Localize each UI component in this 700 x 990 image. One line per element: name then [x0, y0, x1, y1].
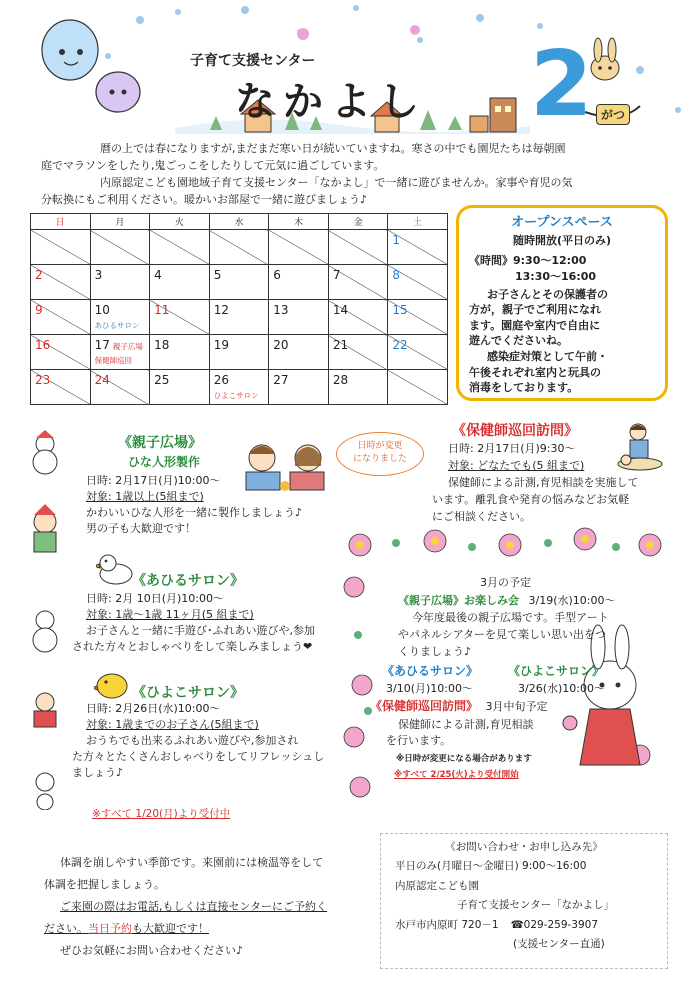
weekday-header: 火: [150, 214, 210, 230]
calendar-day-number: 5: [213, 268, 222, 282]
bubble-line: 日時が変更: [357, 441, 403, 451]
march-note-change: ※日時が変更になる場合があります: [396, 754, 532, 764]
calendar-day-number: 3: [94, 268, 103, 282]
health-line: ご来園の際はお電話,もしくは直接センターにご予約く: [60, 900, 328, 913]
calendar-day-number: 15: [392, 303, 408, 317]
snowman-illustrations: [20, 430, 70, 810]
weekday-header: 水: [209, 214, 269, 230]
march-note-reception: ※すべて 2/25(火)より受付開始: [394, 770, 519, 780]
open-space-body-line: ます。園庭や室内で自由に: [469, 318, 601, 332]
inquiry-hours: 平日のみ(月曜日～金曜日) 9:00～16:00: [395, 860, 587, 873]
calendar-day-cell: [90, 265, 150, 300]
calendar-week-row: [31, 370, 448, 405]
march-oyako-body-line: 今年度最後の親子広場です。手型アート: [412, 611, 609, 624]
calendar-day-cell: [209, 300, 269, 335]
ahiru-title: 《あひるサロン》: [132, 573, 244, 589]
calendar-day-number: 12: [213, 303, 229, 317]
calendar-day-cell: [209, 370, 269, 405]
calendar-day-number: 14: [332, 303, 349, 317]
calendar-event-label: 親子広場: [112, 342, 143, 351]
calendar-day-cell: [388, 265, 448, 300]
hiyoko-body-line: おうちでも出来るふれあい遊びや,参加され: [86, 734, 299, 747]
header: [0, 0, 700, 140]
duck-illustration: [96, 552, 134, 586]
health-line: ださい。: [44, 922, 88, 935]
ahiru-target: 対象: 1歳～1歳 11ヶ月(5 組まで): [86, 608, 254, 621]
calendar-day-number: 13: [273, 303, 289, 317]
calendar-day-cell: [328, 335, 388, 370]
march-hiyoko-date: 3/26(水)10:00～: [518, 682, 605, 695]
intro-line: 庭でマラソンをしたり,鬼ごっこをしたりして元気に過ごしています。: [41, 159, 385, 173]
calendar-day-number: 22: [392, 338, 408, 352]
intro-text: [30, 140, 670, 208]
calendar-day-cell: [150, 230, 210, 265]
calendar: [30, 213, 448, 405]
page-title: なかよし: [235, 79, 427, 125]
open-space-time-afternoon: 13:30～16:00: [515, 269, 597, 283]
calendar-day-number: 10: [94, 303, 110, 317]
march-hokenshi-body-line: を行います。: [386, 734, 452, 747]
open-space-body-line: 消毒をしております。: [469, 381, 579, 395]
calendar-day-cell: [31, 370, 91, 405]
march-hokenshi-label: 《保健師巡回訪問》: [370, 699, 479, 713]
calendar-day-cell: [90, 335, 150, 370]
weekday-header: 月: [90, 214, 150, 230]
calendar-day-cell: [269, 370, 329, 405]
calendar-day-number: 4: [154, 268, 162, 282]
month-number: 2: [530, 32, 593, 137]
calendar-day-cell: [150, 265, 210, 300]
calendar-day-number: 23: [35, 373, 51, 387]
calendar-day-cell: [90, 230, 150, 265]
oyako-target: 対象: 1歳以上(5組まで): [86, 490, 204, 503]
march-ahiru-label: 《あひるサロン》: [382, 664, 479, 678]
open-space-box: [456, 205, 668, 401]
oyako-subtitle: ひな人形製作: [128, 455, 201, 469]
calendar-day-cell: [150, 300, 210, 335]
oyako-body-line: かわいいひな人形を一緒に製作しましょう♪: [86, 506, 303, 519]
calendar-day-number: 21: [332, 338, 349, 352]
calendar-day-cell: [31, 230, 91, 265]
oyako-date: 日時: 2月17日(月)10:00～: [86, 474, 221, 487]
calendar-day-cell: [328, 265, 388, 300]
calendar-day-cell: [90, 300, 150, 335]
health-welcome: も大歓迎です！: [132, 922, 209, 935]
header-subtitle: 子育て支援センター: [190, 53, 316, 69]
calendar-day-cell: [388, 300, 448, 335]
calendar-day-number: 26: [213, 373, 229, 387]
calendar-day-number: 16: [35, 338, 51, 352]
calendar-day-cell: [209, 230, 269, 265]
open-space-subtitle: 随時開放(平日のみ): [512, 233, 612, 247]
calendar-body: [31, 230, 448, 405]
inquiry-box: [380, 833, 668, 969]
hokenshi-body-line: にご相談ください。: [432, 510, 531, 523]
inquiry-address: 水戸市内原町 720－1: [395, 918, 499, 931]
calendar-week-row: [31, 335, 448, 370]
intro-line: 内原認定こども園地域子育て支援センター「なかよし」で一緒に遊びませんか。家事や育児の気: [100, 176, 573, 190]
calendar-day-number: 6: [273, 268, 281, 282]
calendar-day-cell: [150, 370, 210, 405]
open-space-body-line: 午後それぞれ室内と玩具の: [469, 365, 601, 379]
open-space-body-line: 遊んでくださいね。: [469, 334, 568, 348]
calendar-week-row: [31, 265, 448, 300]
weekday-header: 日: [31, 214, 91, 230]
calendar-day-cell: [328, 370, 388, 405]
hiyoko-target: 対象: 1歳までのお子さん(5組まで): [86, 718, 259, 731]
calendar-day-cell: [31, 335, 91, 370]
schedule-change-bubble: [336, 432, 424, 476]
march-hokenshi-date: 3月中旬予定: [485, 700, 548, 713]
calendar-day-number: 7: [332, 268, 341, 282]
hiyoko-title: 《ひよこサロン》: [132, 685, 244, 701]
calendar-day-cell: [269, 230, 329, 265]
march-oyako-date: 3/19(水)10:00～: [528, 594, 616, 607]
health-line: ぜひお気軽にお問い合わせください♪: [60, 944, 244, 957]
hiyoko-body-line: た方々とたくさんおしゃべりをしてリフレッシュし: [72, 750, 325, 763]
hokenshi-target: 対象: どなたでも(5 組まで): [448, 459, 585, 472]
calendar-day-cell: [31, 265, 91, 300]
calendar-day-cell: [269, 300, 329, 335]
open-space-body-line: 方が，親子でご利用になれ: [469, 303, 601, 317]
calendar-day-number: 8: [392, 268, 401, 282]
health-line: 体調を崩しやすい季節です。来園前には検温等をして: [60, 856, 324, 869]
reception-notice: ※すべて 1/20(月)より受付中: [92, 808, 231, 820]
weekday-header: 土: [388, 214, 448, 230]
inquiry-phone-note: (支援センター直通): [513, 938, 605, 951]
intro-line: 暦の上では春になりますが,まだまだ寒い日が続いていますね。寒さの中でも園児たちは毎朝園: [100, 142, 566, 155]
chick-illustration: [94, 666, 130, 700]
march-hokenshi-body-line: 保健師による計測,育児相談: [398, 718, 534, 731]
health-line: 体調を把握しましょう。: [44, 878, 165, 891]
same-day-booking: 当日予約: [88, 922, 132, 935]
hokenshi-title: 《保健師巡回訪問》: [452, 423, 578, 439]
oyako-title: 《親子広場》: [118, 435, 202, 451]
march-oyako-body-line: やパネルシアターを見て楽しい思い出をつ: [398, 628, 606, 641]
nurse-weighing-baby-illustration: [600, 420, 678, 472]
calendar-day-cell: [388, 230, 448, 265]
open-space-body-line: お子さんとその保護者の: [487, 287, 608, 301]
open-space-title: オープンスペース: [511, 215, 613, 230]
calendar-day-number: 25: [154, 373, 170, 387]
ahiru-body-line: お子さんと一緒に手遊び･ふれあい遊びや,参加: [86, 624, 315, 637]
ahiru-body-line: された方々とおしゃべりをして楽しみましょう❤: [72, 640, 313, 653]
calendar-day-number: 2: [35, 268, 43, 282]
calendar-day-number: 19: [213, 338, 229, 352]
calendar-day-number: 18: [154, 338, 170, 352]
march-hiyoko-label: 《ひよこサロン》: [508, 664, 605, 678]
calendar-day-cell: [150, 335, 210, 370]
calendar-event-label: ひよこサロン: [213, 391, 259, 400]
month-unit-label: がつ: [596, 104, 630, 125]
calendar-day-number: 1: [392, 233, 401, 247]
calendar-day-cell: [328, 230, 388, 265]
snow-fairy-illustration: [42, 20, 140, 112]
calendar-day-cell: [31, 300, 91, 335]
calendar-day-cell: [90, 370, 150, 405]
calendar-event-label: 保健師巡回: [94, 356, 133, 365]
inquiry-title: 《お問い合わせ・お申し込み先》: [445, 841, 603, 853]
calendar-day-cell: [269, 335, 329, 370]
hiyoko-date: 日時: 2月26日(水)10:00～: [86, 702, 221, 715]
hokenshi-date: 日時: 2月17日(月)9:30～: [448, 442, 576, 455]
calendar-day-number: 9: [35, 303, 43, 317]
calendar-day-cell: [269, 265, 329, 300]
calendar-day-number: 11: [154, 303, 170, 317]
march-ahiru-date: 3/10(月)10:00～: [386, 682, 473, 695]
oyako-body-line: 男の子も大歓迎です！: [86, 522, 196, 535]
march-oyako-body-line: くりましょう♪: [398, 645, 472, 658]
hokenshi-body-line: 保健師による計測,育児相談を実施して: [448, 476, 639, 489]
calendar-event-label: あひるサロン: [94, 321, 140, 330]
march-title: 3月の予定: [480, 576, 531, 589]
inquiry-phone: ☎029-259-3907: [510, 918, 599, 931]
calendar-week-row: [31, 300, 448, 335]
calendar-day-cell: [209, 335, 269, 370]
calendar-day-cell: [388, 370, 448, 405]
calendar-day-cell: [388, 335, 448, 370]
calendar-day-cell: [209, 265, 269, 300]
calendar-day-number: 17: [94, 338, 110, 352]
open-space-time: 《時間》9:30～12:00: [469, 253, 587, 267]
weekday-header: 木: [269, 214, 329, 230]
ahiru-date: 日時: 2月 10日(月)10:00～: [86, 592, 224, 605]
calendar-day-number: 20: [273, 338, 289, 352]
inquiry-org: 内原認定こども園: [395, 879, 479, 892]
open-space-body-line: 感染症対策として午前・: [487, 350, 608, 364]
hiyoko-body-line: ましょう♪: [72, 766, 124, 779]
calendar-day-number: 27: [273, 373, 289, 387]
march-oyako-label: 《親子広場》お楽しみ会: [398, 594, 519, 607]
calendar-day-cell: [328, 300, 388, 335]
weekday-header: 金: [328, 214, 388, 230]
calendar-day-number: 28: [332, 373, 349, 387]
calendar-day-number: 24: [94, 373, 110, 387]
intro-line: 分転換にもご利用ください。暖かいお部屋で一緒に遊びましょう♪: [41, 193, 368, 207]
inquiry-center: 子育て支援センター「なかよし」: [457, 899, 615, 912]
hokenshi-body-line: います。離乳食や発育の悩みなどお気軽: [432, 493, 630, 506]
children-crafting-illustration: [240, 440, 330, 495]
calendar-weekday-row: [31, 214, 448, 230]
bubble-line: になりました: [352, 453, 407, 464]
calendar-week-row: [31, 230, 448, 265]
